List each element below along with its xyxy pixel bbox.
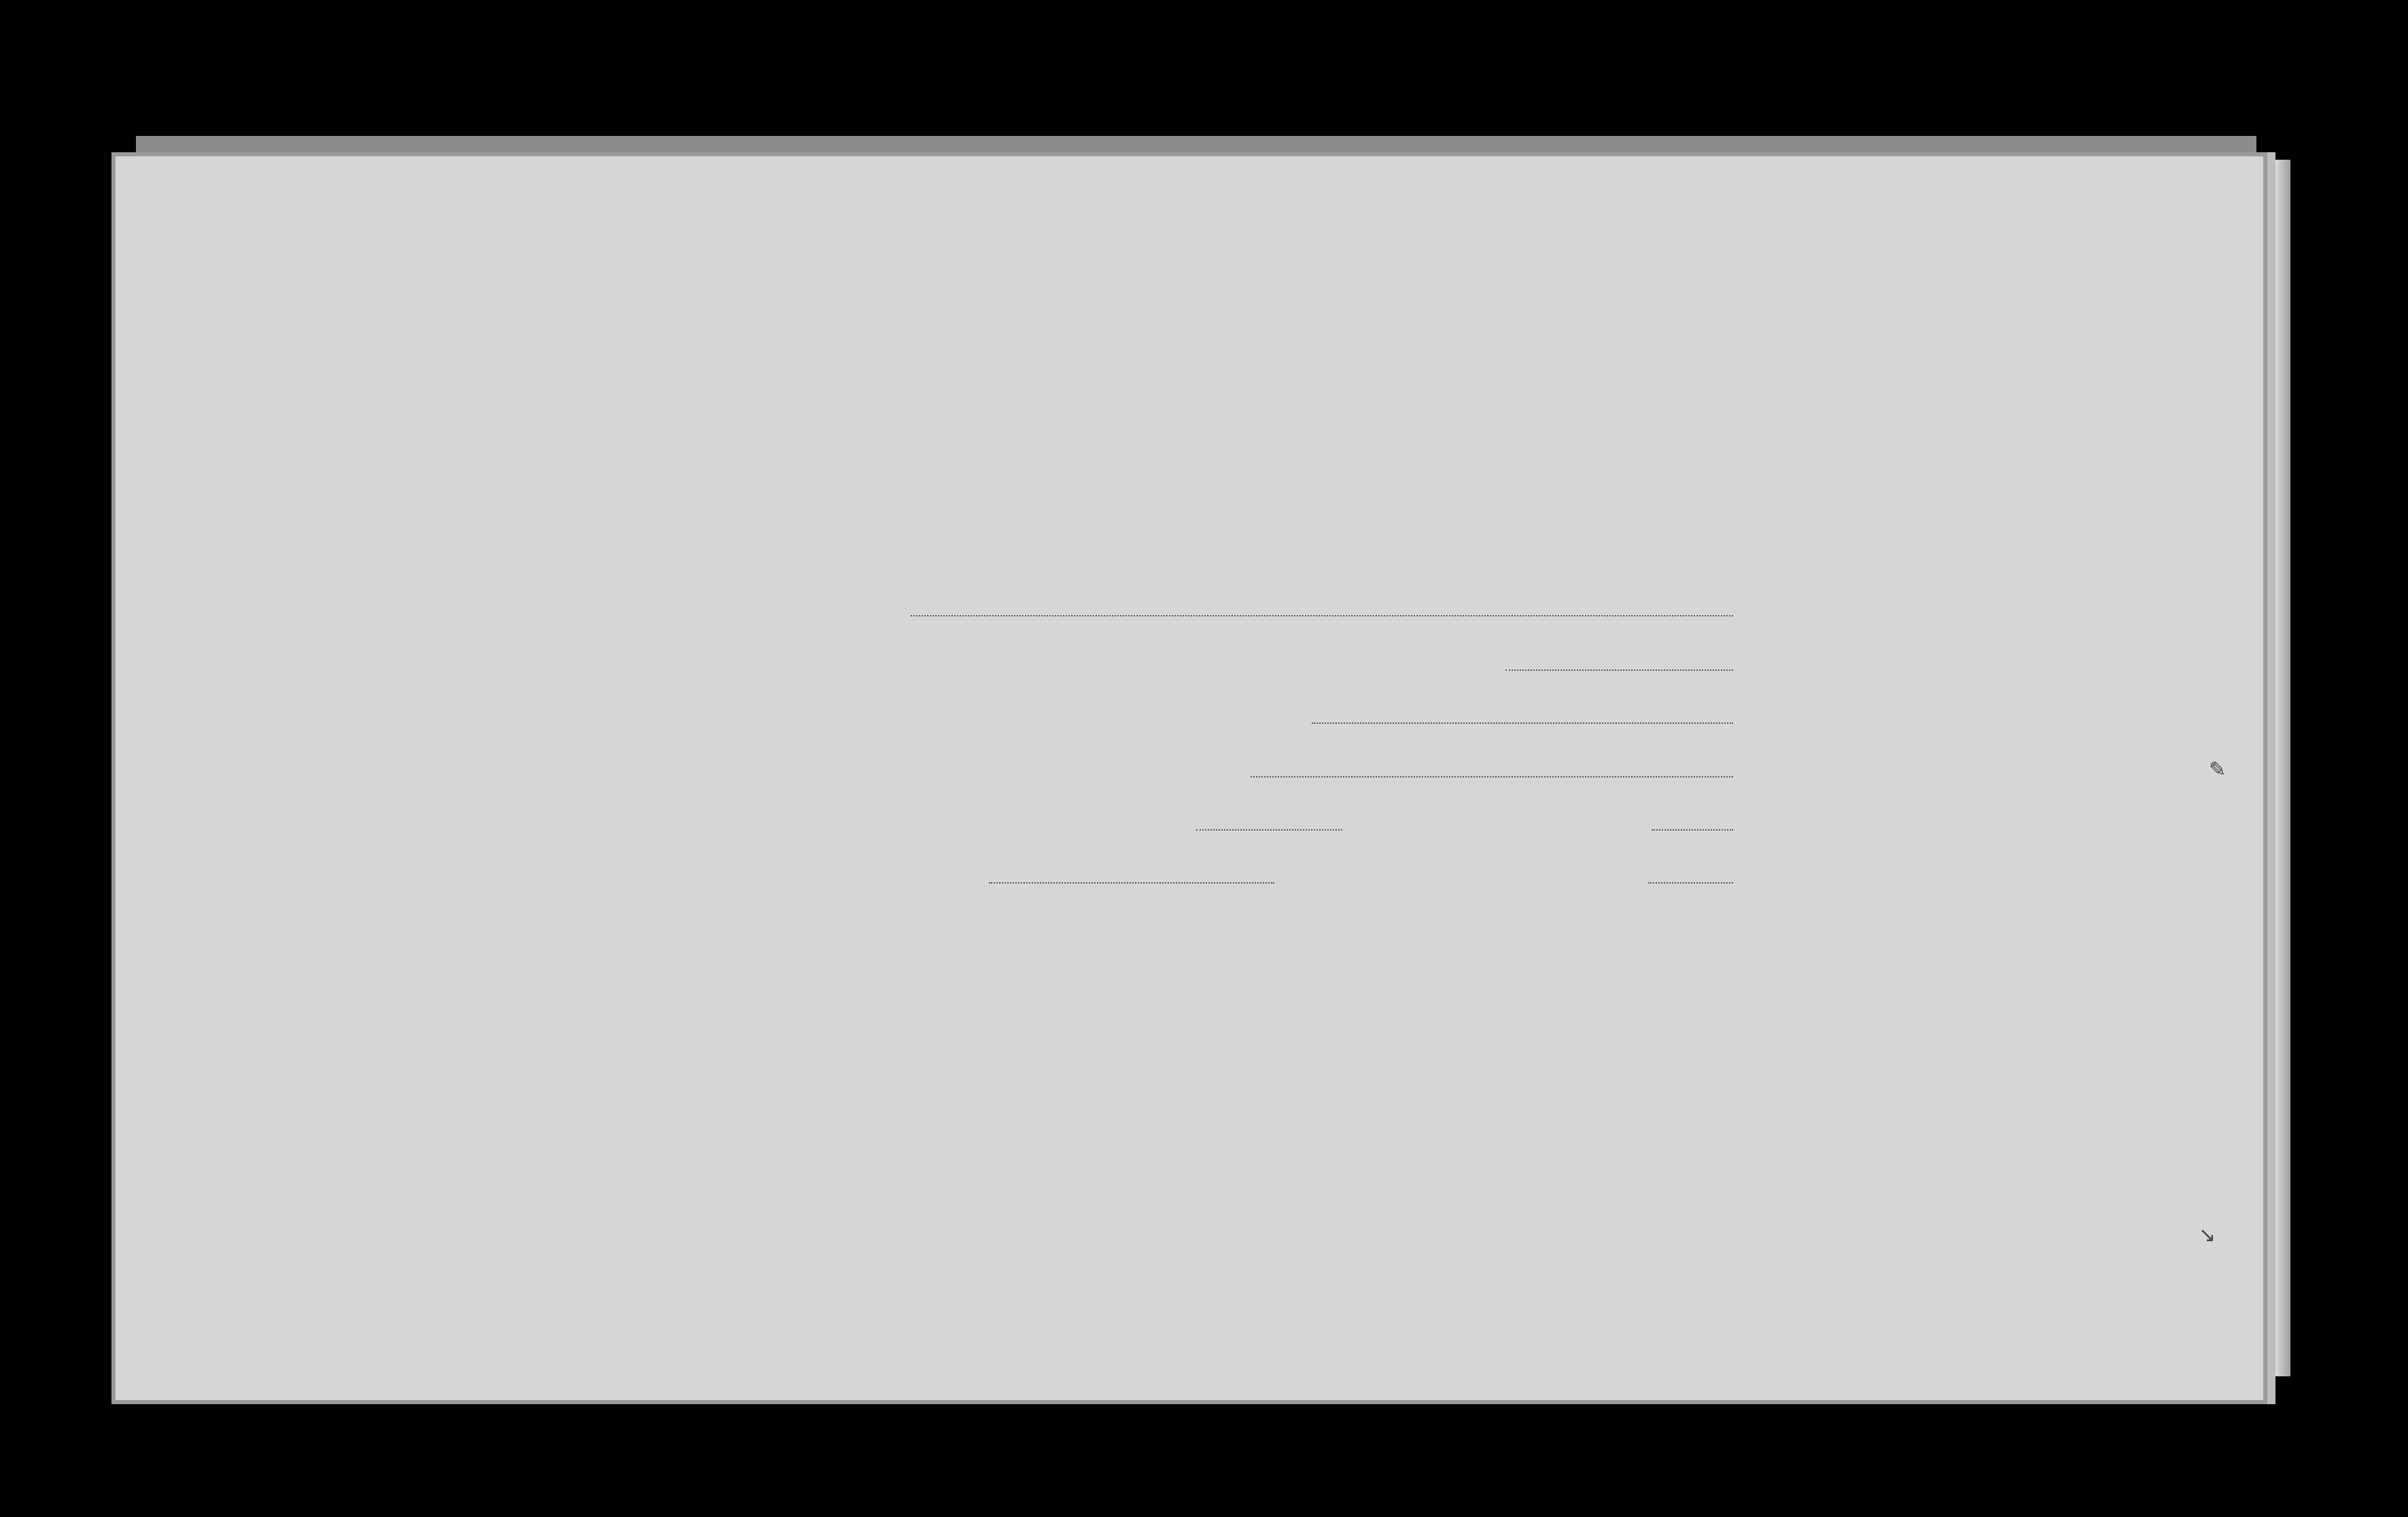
pop-num-137 — [1898, 680, 1922, 720]
pop-num-135 — [1898, 795, 1922, 836]
answer-line-land-type[interactable] — [1312, 722, 1733, 724]
pencil-mark: ✎ — [2209, 758, 2227, 782]
pop-bot-employees — [2066, 839, 2107, 921]
answer-line-market[interactable] — [989, 882, 1274, 884]
cattle-num-133 — [204, 768, 231, 822]
men-adults — [1859, 731, 1893, 792]
cattle-num-130 — [204, 496, 231, 551]
cattle-num-134 — [204, 856, 231, 911]
men-all — [1859, 802, 1886, 856]
card-right-edge — [2263, 160, 2290, 1376]
women-all — [1859, 680, 1886, 734]
men-label — [1828, 751, 1855, 846]
pop-top-total — [2202, 479, 2243, 561]
pop-num-139 — [1898, 571, 1922, 612]
pop-bot-worker-families — [2008, 839, 2049, 921]
row-outside — [122, 1220, 160, 1332]
answer-line-owner[interactable] — [911, 615, 1733, 616]
answer-line-village[interactable] — [1196, 829, 1342, 831]
margin-tick-mark: ↘ — [2199, 1223, 2216, 1247]
pop-bot-employee-families — [2124, 839, 2165, 921]
census-card — [116, 156, 2263, 1400]
pop-top-employee-families — [2124, 479, 2165, 561]
pop-top-employees — [2066, 479, 2107, 561]
pop-num-136 — [1898, 741, 1922, 782]
cattle-num-132 — [204, 680, 231, 734]
answer-line-village-distance[interactable] — [1652, 829, 1733, 831]
row-nadel — [122, 1104, 160, 1217]
total-both-sexes — [1828, 564, 1889, 625]
pop-top-workers — [1957, 479, 1998, 561]
answer-line-farming[interactable] — [1251, 776, 1733, 778]
cattle-col-4 — [248, 754, 286, 911]
hired-workers-question — [343, 476, 404, 924]
pop-bot-workers — [1957, 839, 1998, 921]
women-label — [1828, 625, 1855, 720]
population-title — [1767, 476, 1808, 924]
pop-num-138 — [1898, 625, 1922, 666]
pop-top-worker-families — [2008, 479, 2049, 561]
answer-line-other-land[interactable] — [1505, 669, 1733, 671]
cattle-num-131 — [204, 591, 231, 646]
pop-bot-total — [2202, 839, 2243, 921]
answer-line-market-distance[interactable] — [1648, 882, 1733, 884]
